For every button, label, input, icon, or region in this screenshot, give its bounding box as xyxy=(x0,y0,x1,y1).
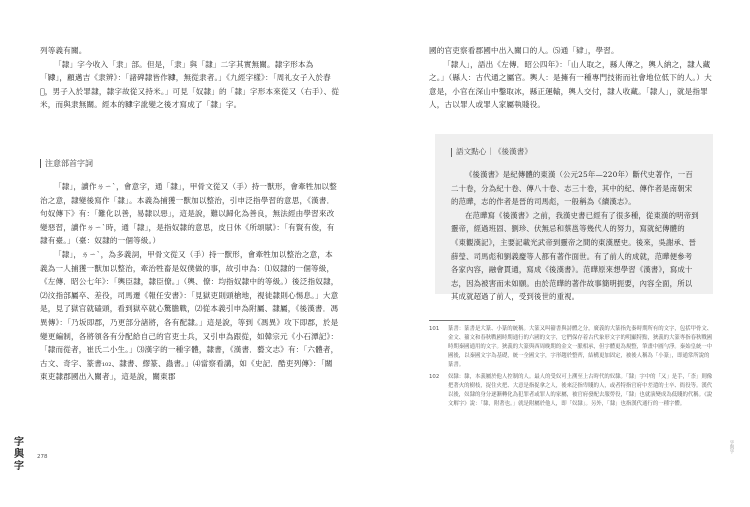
box-title xyxy=(451,146,532,157)
paragraph: 「隸」字今收入「隶」部。但是，「隶」與「隸」二字其實無關。隸字形本為「𨽻」，顧邁吉《隶辨》：「諸碑隸皆作𨽻，無從隶者。」《九經字樣》：「周礼女子入於舂𥀑，男子入於罪隸，隸字故從又持米。」可見「奴隸」的「隸」字形本來從又（右手）、從米，而與隶無關。經本的𨽻字訛變之後才寫成了「隸」字。 xyxy=(40,59,340,110)
box-text xyxy=(451,168,699,304)
sidebar-box xyxy=(435,134,713,302)
paragraph: 在范曄寫《後漢書》之前，我漢史書已經有了很多種，從東漢的明帝到靈帝，經過班固、劉珍、伏無忌和蔡邕等幾代人的努力，寫就紀傳體的《東觀漢記》，主要記載光武帝到靈帝之間的東漢歷史。後來，吳謝承、晉薛瑩、司馬彪和劉義慶等人都有著作面世。有了前人的成就，范曄便參考各家內容，融會貫通，寫成《後漢書》。范曄原來想學習《漢書》，寫成十志，因為被害而未如願。由於范曄的著作故事簡明扼要，內容全面，所以其成就超過了前人，受到後世的重視。 xyxy=(451,210,699,302)
book-logo: 字與字 xyxy=(14,437,24,472)
footnote-text: 篆書：篆書是大篆、小篆的統稱。大篆又叫籀書與詩體之分，廣義的大篆指先秦時期所有的文字，包括甲骨文、金文、籀文和春秋戰國時期通行的六國的文字，它們保存着古代象形文字的明顯特點，狹義的大篆專指春秋戰國時期秦國通用的文字。狹義的大篆與西周晚期的金文一脈相承，但字體更為規整，筆畫中圓勻淨。秦始皇統一中國後，以秦國文字為基礎，統一全國文字，字形趨於整齊，結構更加固定，被後人稱為「小篆」，即通常所說的篆書。 xyxy=(448,326,713,368)
right-page xyxy=(375,0,750,507)
heading-bar xyxy=(40,159,41,168)
paragraph: 列等義有關。 xyxy=(40,46,87,55)
paragraph: 「隸人」，語出《左傳．昭公四年》：「山人取之，縣人傳之，輿人納之，隸人藏之。」（縣人：古代通之屬官。輿人：是擁有一種專門技術而社會地位低下的人。）大意是，小官在深山中鑿取冰，縣正運輸，輿人交付，隸人收藏。「隸人」，就是指罪人，古以罪人或罪人家屬執賤役。 xyxy=(429,59,712,110)
paragraph: 「隸」，ㄌㄧˋ，為多義詞，甲骨文從又（手）持一獸形，會牽牲加以整治之意，本義為一人捕獲一獸加以整治，牽治牲畜是奴僕做的事，故引申為：⑴奴隸的一個等級，《左傳．昭公七年》：「輿臣隸，隸臣僚。」（輿、僚：均指奴隸中的等級。）後泛指奴隸，⑵汶指部屬卒、差役，司馬遷《報任安書》：「見獄吏則頭槍地，視徒隸則心惕息。」大意是，見了獄官就磕頭，看到獄卒就心驚膽戰，⑵從本義引申為附屬、隸屬，《後漢書．馮異傳》：「乃坂即郡，乃更部分諸將，各有配隸。」這是說，等到《馮異》攻下即郡，於是變更編制，各將領各有分配給自己的官吏士兵，又引申為跟從，如韓宗元《小石潭記》：「隸而從者，崔氏二小生。」⑶漢字的一種字體，隸書，《漢書．藝文志》有：「六體者，古文、奇字、篆書₁₀₂、隸書、繆篆、蟲書。」⑷當察看講，如《史記．酷吏列傳》：「關東吏隸郡國出入關者」，這是說，關東郡 xyxy=(40,249,339,382)
footnote-text: 奴隸：隸，本義屬於他人控制的人。最人的受奴可上溯至上古時代的奴隸。「隸」字中的「又」是手，「柰」則像把著火的樹枝，捉住火把、大意是指捉拿之人，後來泛指卑賤的人，或者特指官府中差遣的士卒、衙役等。漢代以後，奴隸的身分逐漸轉化為犯罪者或罪人的家屬，被官府發配去服勞役，「隸」也就演變成為低賤的代稱。《說文解字》說：「隸，附著也。」就是附屬於他人，即「奴隸」。另外，「隸」也指漢代通行的一種字體。 xyxy=(448,374,713,407)
paragraph: 國的官吏察看郡國中出入關口的人。⑸通「肄」，學習。 xyxy=(429,46,619,55)
footnote-number: 101 xyxy=(429,326,440,332)
left-top-text xyxy=(40,44,340,112)
footnote xyxy=(429,373,713,409)
section-heading xyxy=(40,158,93,169)
side-tab-label: 字與字 xyxy=(729,440,734,454)
section-heading-label: 注意部首字詞 xyxy=(45,159,93,168)
right-top-text xyxy=(429,44,713,112)
paragraph: 《後漢書》是紀傳體的東漢（公元25年—220年）斷代史著作，一百二十卷，分為紀十卷、傳八十卷、志三十卷，其中的紀、傳作者是南朝宋的范曄，志的作者是晉的司馬彪，一般稱為《續漢志》。 xyxy=(451,170,693,207)
footnotes xyxy=(429,325,713,409)
left-main-text xyxy=(40,180,340,384)
footnote-number: 102 xyxy=(429,374,440,380)
footnote xyxy=(429,325,713,370)
paragraph: 「隸」，讀作ㄌㄧˋ，會意字，通「隸」，甲骨文從又（手）持一獸形，會牽牲加以整治之意，隸變後寫作「隸」。本義為捕獲一獸加以整治，引申泛指學習的意思，《漢書．句奴傳下》有：「難化以善，易隸以惡」，這是說，難以歸化為善良，無法經由學習來改變惡習，讀作ㄌㄧˋ時，通「隸」，是指奴隸的意思，皮日休《所頌賦》：「有賢有俊，有隸有臺。」（臺：奴隸的一個等級。） xyxy=(40,182,337,246)
footnote-rule xyxy=(429,320,515,321)
page-number: 278 xyxy=(37,454,48,460)
box-title-bar xyxy=(451,148,452,157)
box-title-label: 語文點心｜《後漢書》 xyxy=(456,147,532,156)
